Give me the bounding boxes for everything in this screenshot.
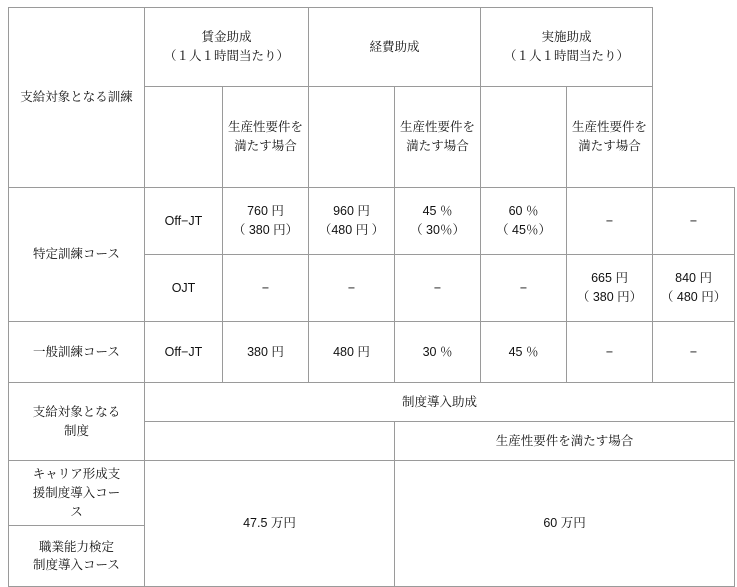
system-course-name-career: キャリア形成支 援制度導入コー ス xyxy=(9,461,145,526)
row-course-name-specific: 特定訓練コース xyxy=(9,188,145,322)
cell-wage: 380 円 xyxy=(223,322,309,383)
cell-expense: − xyxy=(395,255,481,322)
cell-wage-productivity: 480 円 xyxy=(309,322,395,383)
header-impl-blank xyxy=(481,87,567,188)
header-wage-productivity: 生産性要件を満たす場合 xyxy=(223,87,309,188)
header-expense-blank xyxy=(309,87,395,188)
header-implementation-subsidy: 実施助成 （１人１時間当たり） xyxy=(481,8,653,87)
cell-implementation-productivity: 840 円 （ 480 円） xyxy=(653,255,735,322)
cell-implementation-productivity: − xyxy=(653,322,735,383)
cell-expense: 30 ％ xyxy=(395,322,481,383)
system-course-base-amount: 47.5 万円 xyxy=(145,461,395,587)
cell-expense: 45 ％ （ 30％） xyxy=(395,188,481,255)
row-training-type-offjt-general: Off−JT xyxy=(145,322,223,383)
table-row xyxy=(9,188,735,255)
cell-wage: − xyxy=(223,255,309,322)
row-training-type-offjt: Off−JT xyxy=(145,188,223,255)
row-course-name-general: 一般訓練コース xyxy=(9,322,145,383)
cell-expense-productivity: − xyxy=(481,255,567,322)
cell-expense-productivity: 60 ％ （ 45％） xyxy=(481,188,567,255)
system-introduction-subsidy: 制度導入助成 xyxy=(145,383,735,422)
table-row xyxy=(9,322,735,383)
header-impl-productivity: 生産性要件を満たす場合 xyxy=(567,87,653,188)
system-blank-cell xyxy=(145,422,395,461)
header-expense-subsidy: 経費助成 xyxy=(309,8,481,87)
row-training-type-ojt: OJT xyxy=(145,255,223,322)
cell-implementation-productivity: − xyxy=(653,188,735,255)
system-section-intro-row xyxy=(9,383,735,422)
system-course-name-skill-test: 職業能力検定 制度導入コース xyxy=(9,526,145,587)
cell-implementation: − xyxy=(567,322,653,383)
header-wage-subsidy: 賃金助成 （１人１時間当たり） xyxy=(145,8,309,87)
cell-implementation: 665 円 （ 380 円） xyxy=(567,255,653,322)
system-section-label: 支給対象となる 制度 xyxy=(9,383,145,461)
header-target-training: 支給対象となる訓練 xyxy=(9,8,145,188)
cell-wage: 760 円 （ 380 円） xyxy=(223,188,309,255)
table-header-row-main xyxy=(9,8,735,87)
table-row xyxy=(9,461,735,526)
system-productivity-label: 生産性要件を満たす場合 xyxy=(395,422,735,461)
cell-wage-productivity: 960 円 （480 円 ） xyxy=(309,188,395,255)
cell-implementation: − xyxy=(567,188,653,255)
cell-expense-productivity: 45 ％ xyxy=(481,322,567,383)
cell-wage-productivity: − xyxy=(309,255,395,322)
header-expense-productivity: 生産性要件を満たす場合 xyxy=(395,87,481,188)
system-course-productivity-amount: 60 万円 xyxy=(395,461,735,587)
header-wage-blank xyxy=(145,87,223,188)
subsidy-table xyxy=(8,7,735,587)
